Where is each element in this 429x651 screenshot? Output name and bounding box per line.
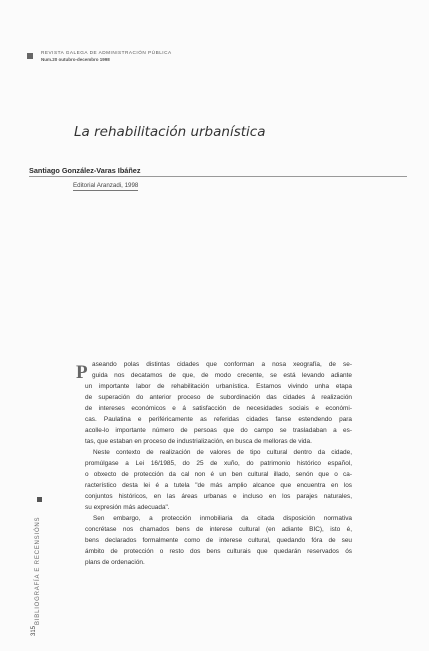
body-line: conjuntos históricos, en las áreas urbanas e incluso en los parajes naturales, bbox=[85, 493, 352, 500]
journal-issue: Num.20 outubro-decembro 1998 bbox=[41, 57, 110, 62]
author-divider bbox=[29, 176, 407, 177]
article-author: Santiago González-Varas Ibáñez bbox=[29, 166, 141, 175]
body-line: su expresión más adecuada". bbox=[85, 504, 170, 511]
journal-header bbox=[27, 50, 287, 68]
body-line: guida nos decatamos de que, de modo crecente, se está levando adiante bbox=[92, 372, 352, 379]
drop-cap-letter: P bbox=[76, 362, 88, 383]
body-line: concrétase nos chamados bens de interese cultural (en adiante BIC), isto é, bbox=[85, 526, 352, 533]
body-line: Sen embargo, a protección inmobiliaria da citada disposición normativa bbox=[93, 515, 352, 522]
side-section-rail bbox=[35, 497, 45, 627]
page-number: 315 bbox=[31, 625, 37, 636]
body-line: tas, que estaban en proceso de industrialización, en busca de melloras de vida. bbox=[85, 438, 312, 445]
body-line: acolle-lo importante número de persoas que do campo se trasladaban a es- bbox=[85, 427, 352, 434]
journal-name: REVISTA GALEGA DE ADMINISTRACIÓN PÚBLICA bbox=[41, 50, 172, 55]
body-line: de superación do anterior proceso de subordinación das cidades á realización bbox=[85, 394, 352, 401]
body-line: cas. Paulatina e periféricamente as referidas cidades fanse estendendo para bbox=[85, 416, 352, 423]
body-line: promúlgase a Lei 16/1985, do 25 de xuño, do patrimonio histórico español, bbox=[85, 460, 352, 467]
side-section-label: BIBLIOGRAFÍA E RECENSIÓNS bbox=[35, 516, 41, 625]
publisher-line: Editorial Aranzadi, 1998 bbox=[73, 182, 139, 189]
body-line: Neste contexto de realización de valores de tipo cultural dentro da cidade, bbox=[93, 449, 352, 456]
body-line: de intereses económicos e á satisfacción de necesidades sociais e económi- bbox=[85, 405, 352, 412]
body-line: un importante labor de rehabilitación urbanística. Estamos vivindo unha etapa bbox=[85, 383, 352, 390]
body-line: ámbito de protección o resto dos bens culturais que quedarán reservados ós bbox=[85, 548, 352, 555]
body-line: bens declarados formalmente como de interese cultural, quedando fóra de seu bbox=[85, 537, 352, 544]
body-line: racterístico desta lei é a tutela "de más amplio alcance que encuentra en los bbox=[85, 482, 352, 489]
article-title: La rehabilitación urbanística bbox=[74, 124, 266, 140]
body-line: o obxecto de protección da cal non é un ben cultural illado, senón que o ca- bbox=[85, 471, 352, 478]
journal-square-marker bbox=[27, 53, 33, 59]
body-line: plans de ordenación. bbox=[85, 559, 145, 566]
side-square-marker bbox=[37, 497, 42, 502]
body-line: aseando polas distintas cidades que conforman a nosa xeografía, de se- bbox=[92, 361, 352, 368]
